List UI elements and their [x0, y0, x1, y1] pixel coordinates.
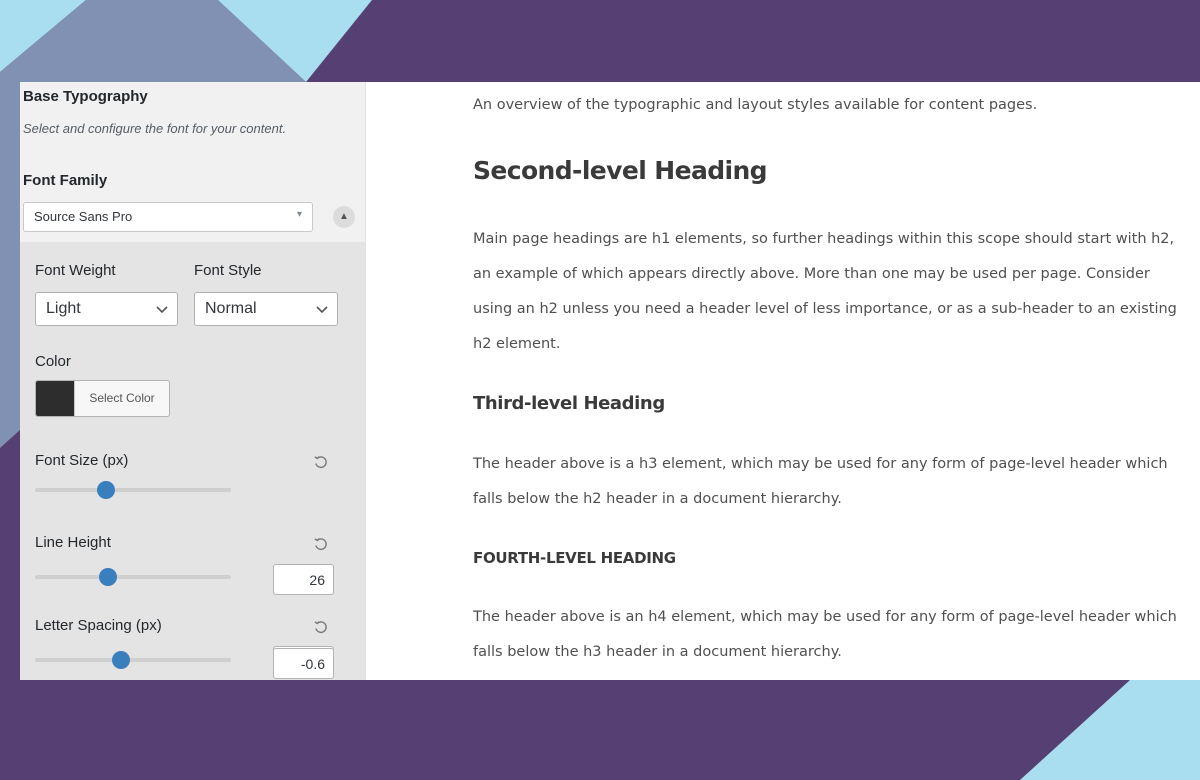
- letter-spacing-slider[interactable]: [35, 658, 231, 662]
- second-level-heading: Second-level Heading: [473, 156, 767, 185]
- paragraph-h4: The header above is an h4 element, which may be used for any form of page-level header which falls below the h3 header in a document hierarchy.: [473, 609, 1177, 660]
- font-style-select[interactable]: [194, 292, 338, 326]
- font-family-label: Font Family: [23, 172, 108, 189]
- chevron-down-icon: [155, 300, 169, 318]
- line-height-slider[interactable]: [35, 575, 231, 579]
- third-level-heading: Third-level Heading: [473, 393, 665, 414]
- font-style-label: Font Style: [194, 262, 262, 279]
- section-title: Base Typography: [23, 88, 148, 105]
- chevron-down-icon: [315, 300, 329, 318]
- customizer-panel: [20, 82, 366, 680]
- letter-spacing-label: Letter Spacing (px): [35, 617, 162, 634]
- line-height-slider-thumb[interactable]: [99, 568, 117, 586]
- paragraph-h2: Main page headings are h1 elements, so further headings within this scope should start with h2, an example of which appears directly above. More than one may be used per page. Consider using an h2 unless you need a header level of less importance, or as a sub-header to an existing h2 element.: [473, 231, 1177, 352]
- fourth-level-heading: FOURTH-LEVEL HEADING: [473, 549, 676, 567]
- letter-spacing-slider-thumb[interactable]: [112, 651, 130, 669]
- font-weight-label: Font Weight: [35, 262, 116, 279]
- font-size-slider-thumb[interactable]: [97, 481, 115, 499]
- font-family-value: Source Sans Pro: [34, 209, 133, 224]
- line-height-label: Line Height: [35, 534, 111, 551]
- letter-spacing-input[interactable]: [273, 648, 334, 679]
- font-settings-subpanel: [20, 242, 365, 680]
- font-size-input[interactable]: [273, 564, 334, 595]
- select-color-label: Select Color: [74, 381, 169, 416]
- font-weight-select[interactable]: [35, 292, 178, 326]
- reset-icon[interactable]: [313, 619, 329, 635]
- intro-text: An overview of the typographic and layout styles available for content pages.: [473, 97, 1038, 113]
- reset-icon[interactable]: [313, 536, 329, 552]
- color-label: Color: [35, 353, 71, 370]
- font-family-select[interactable]: [23, 202, 313, 232]
- screenshot-frame: [20, 82, 1200, 680]
- color-swatch: [36, 381, 74, 416]
- collapse-up-icon[interactable]: ▲: [333, 206, 355, 228]
- font-style-value: Normal: [205, 300, 257, 317]
- reset-icon[interactable]: [313, 454, 329, 470]
- font-size-label: Font Size (px): [35, 452, 129, 469]
- font-weight-value: Light: [46, 300, 81, 317]
- font-size-slider[interactable]: [35, 488, 231, 492]
- section-description: Select and configure the font for your content.: [23, 121, 287, 136]
- paragraph-h3: The header above is a h3 element, which may be used for any form of page-level header which falls below the h2 header in a document hierarchy.: [473, 456, 1168, 507]
- color-picker-button[interactable]: [35, 380, 170, 417]
- caret-down-icon: ▾: [296, 209, 302, 220]
